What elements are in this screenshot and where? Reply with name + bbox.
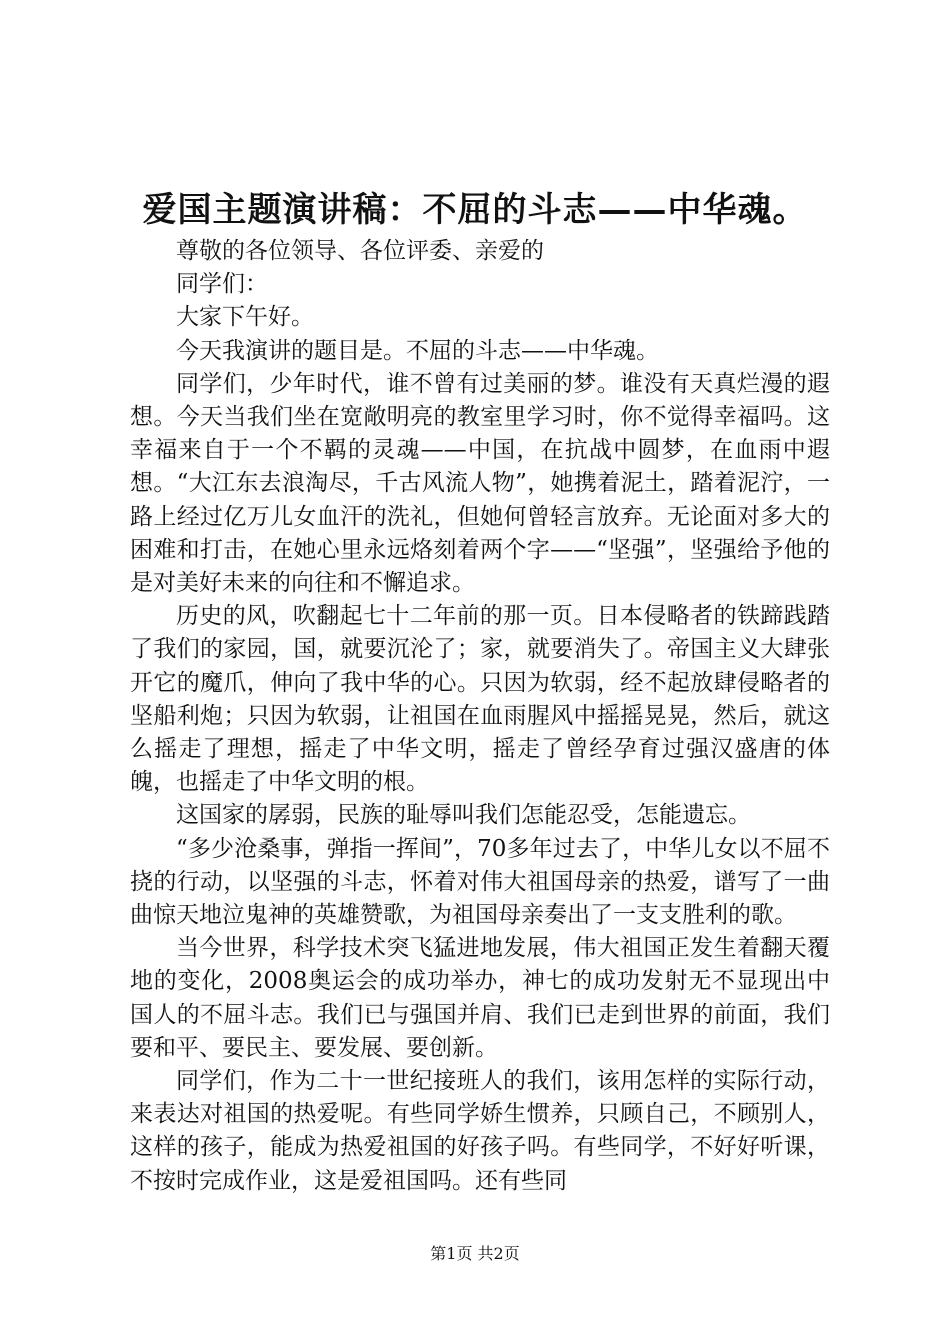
document-title: 爱国主题演讲稿：不屈的斗志——中华魂。: [142, 190, 808, 230]
paragraph: 当今世界，科学技术突飞猛进地发展，伟大祖国正发生着翻天覆地的变化，2008奥运会的成功举办，神七的成功发射无不显现出中国人的不屈斗志。我们已与强国并肩、我们已走到世界的前面，我们要和平、要民主、要发展、要创新。: [130, 935, 830, 1061]
paragraph: 这国家的孱弱，民族的耻辱叫我们怎能忍受，怎能遗忘。: [176, 802, 751, 829]
document-body: [130, 235, 830, 1198]
paragraph-greeting: 大家下午好。: [176, 304, 314, 331]
paragraph-salutation-cont: 同学们：: [176, 271, 268, 298]
page-footer: 第1页 共2页: [430, 1244, 520, 1263]
paragraph-salutation: 尊敬的各位领导、各位评委、亲爱的: [176, 238, 544, 264]
paragraph: “多少沧桑事，弹指一挥间”，70多年过去了，中华儿女以不屈不挠的行动，以坚强的斗志，怀着对伟大祖国母亲的热爱，谱写了一曲曲惊天地泣鬼神的英雄赞歌，为祖国母亲奏出了一支支胜利的歌。: [130, 835, 830, 929]
paragraph: 同学们，作为二十一世纪接班人的我们，该用怎样的实际行动，来表达对祖国的热爱呢。有些同学娇生惯养，只顾自己，不顾别人，这样的孩子，能成为热爱祖国的好孩子吗。有些同学，不好好听课，不按时完成作业，这是爱祖国吗。还有些同: [130, 1068, 830, 1194]
paragraph: 历史的风，吹翻起七十二年前的那一页。日本侵略者的铁蹄践踏了我们的家园，国，就要沉沦了；家，就要消失了。帝国主义大肆张开它的魔爪，伸向了我中华的心。只因为软弱，经不起放肆侵略者的坚船利炮；只因为软弱，让祖国在血雨腥风中摇摇晃晃，然后，就这么摇走了理想，摇走了中华文明，摇走了曾经孕育过强汉盛唐的体魄，也摇走了中华文明的根。: [130, 603, 830, 796]
paragraph-topic: 今天我演讲的题目是。不屈的斗志——中华魂。: [176, 337, 659, 364]
paragraph: 同学们，少年时代，谁不曾有过美丽的梦。谁没有天真烂漫的遐想。今天当我们坐在宽敞明亮的教室里学习时，你不觉得幸福吗。这幸福来自于一个不羁的灵魂——中国，在抗战中圆梦，在血雨中遐想。“大江东去浪淘尽，千古风流人物”，她携着泥土，踏着泥泞，一路上经过亿万儿女血汗的洗礼，但她何曾轻言放弃。无论面对多大的困难和打击，在她心里永远烙刻着两个字——“坚强”，坚强给予他的是对美好未来的向往和不懈追求。: [130, 370, 830, 597]
